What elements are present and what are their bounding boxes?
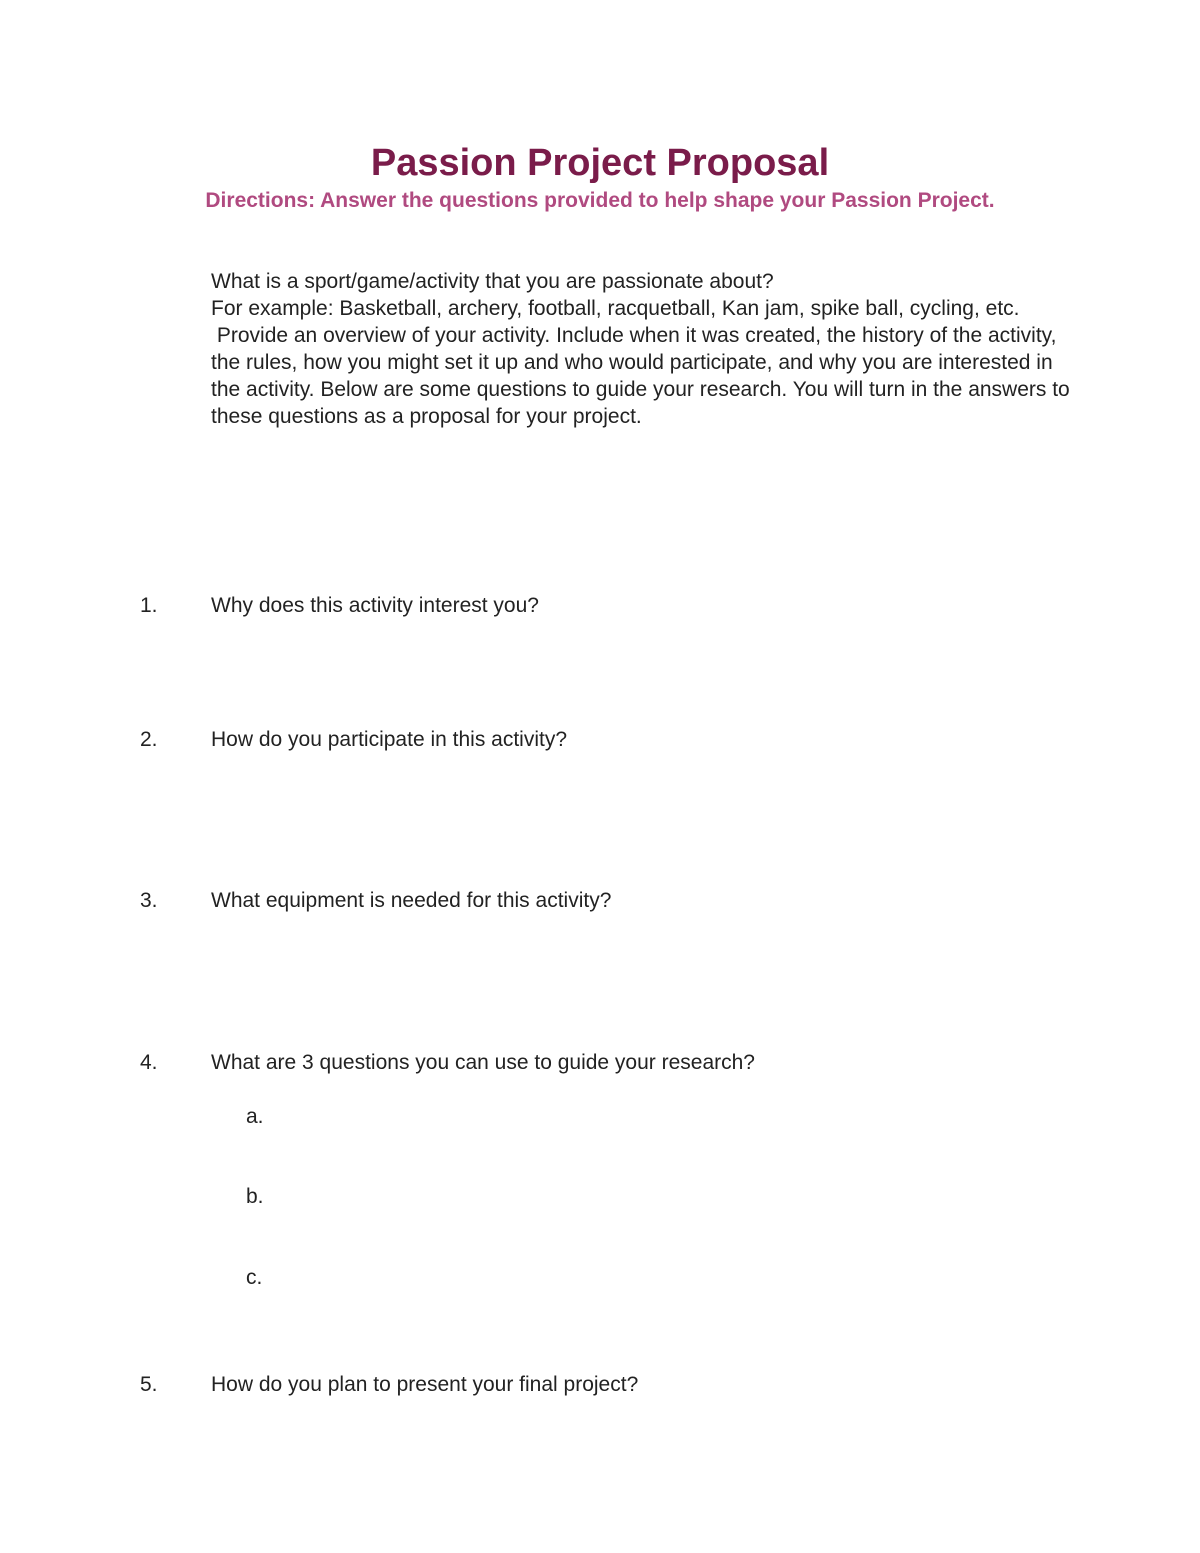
intro-overview: Provide an overview of your activity. Include when it was created, the history of the activity, the rules, how you might set it up and who would participate, and why you are interested in the activity. Below are some questions to guide your research. You will turn in the answers to these questions as a proposal for your project.: [211, 324, 1076, 428]
question-number: 5.: [140, 1373, 158, 1396]
intro-examples: For example: Basketball, archery, football, racquetball, Kan jam, spike ball, cycling, etc.: [211, 297, 1020, 320]
sub-item-c: c.: [246, 1266, 263, 1289]
question-number: 2.: [140, 728, 158, 751]
question-text: How do you participate in this activity?: [211, 728, 568, 751]
question-number: 4.: [140, 1051, 158, 1074]
question-text: How do you plan to present your final project?: [211, 1373, 639, 1396]
page-title: Passion Project Proposal: [370, 142, 830, 184]
directions-subtitle: Directions: Answer the questions provided to help shape your Passion Project.: [205, 189, 995, 212]
question-text: What equipment is needed for this activity?: [211, 889, 612, 912]
question-number: 3.: [140, 889, 158, 912]
intro-question: What is a sport/game/activity that you are passionate about?: [211, 270, 774, 293]
intro-block: [211, 268, 1076, 430]
question-number: 1.: [140, 594, 158, 617]
sub-item-b: b.: [246, 1185, 264, 1208]
question-text: What are 3 questions you can use to guide your research?: [211, 1051, 755, 1074]
question-text: Why does this activity interest you?: [211, 594, 539, 617]
sub-item-a: a.: [246, 1105, 264, 1128]
